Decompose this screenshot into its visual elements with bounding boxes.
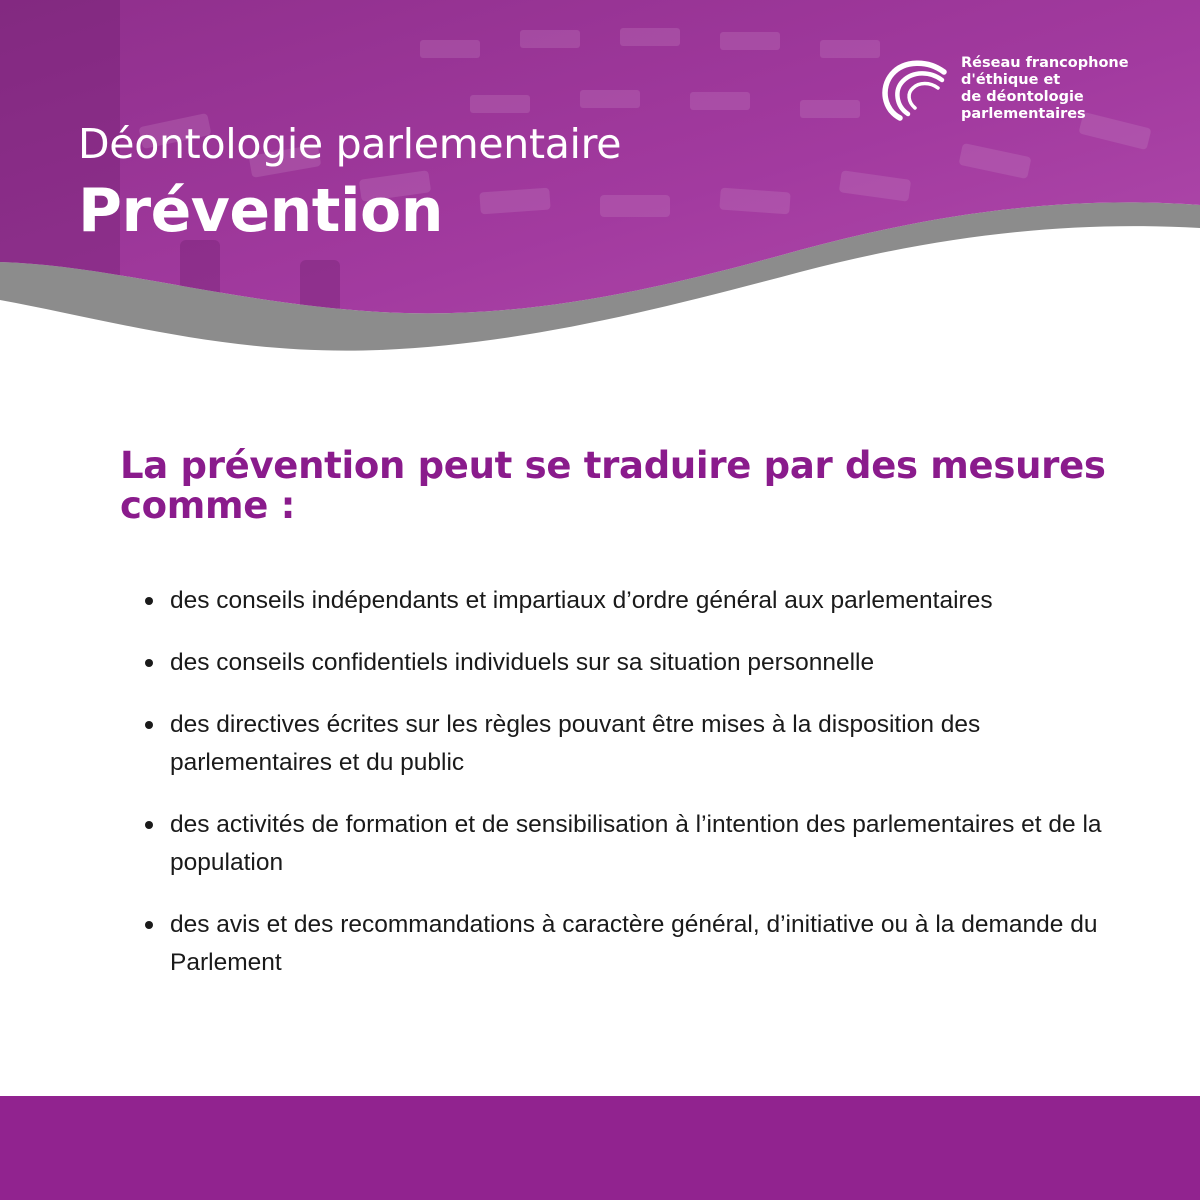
list-item-text: des conseils indépendants et impartiaux d’ordre général aux parlementaires (170, 587, 993, 614)
bullet-icon (145, 921, 153, 929)
logo-line: Réseau francophone (961, 55, 1129, 71)
list-item (142, 806, 1102, 882)
rfedp-logo (878, 52, 1168, 132)
bullet-icon (145, 597, 153, 605)
footer-band (0, 1096, 1200, 1200)
bullet-icon (145, 821, 153, 829)
bullet-icon (145, 659, 153, 667)
page-subtitle: Déontologie parlementaire (78, 120, 622, 168)
network-arcs-icon (878, 58, 950, 122)
list-item-text: des conseils confidentiels individuels sur sa situation personnelle (170, 649, 875, 676)
list-item (142, 582, 1102, 620)
list-item (142, 706, 1102, 782)
logo-line: d'éthique et (961, 72, 1061, 88)
list-item-text: des directives écrites sur les règles pouvant être mises à la disposition des parlementaires et du public (170, 711, 981, 776)
list-item (142, 644, 1102, 682)
page-title: Prévention (78, 176, 443, 246)
bullet-icon (145, 721, 153, 729)
measures-list (142, 582, 1102, 1006)
header-banner (0, 0, 1200, 360)
logo-line: parlementaires (961, 106, 1086, 122)
logo-wordmark (961, 55, 1129, 123)
measures-heading: La prévention peut se traduire par des mesures comme : (120, 444, 1106, 527)
list-item (142, 906, 1102, 982)
list-item-text: des activités de formation et de sensibilisation à l’intention des parlementaires et de la population (170, 811, 1102, 876)
logo-line: de déontologie (961, 89, 1084, 105)
list-item-text: des avis et des recommandations à caractère général, d’initiative ou à la demande du Parlement (170, 911, 1098, 976)
